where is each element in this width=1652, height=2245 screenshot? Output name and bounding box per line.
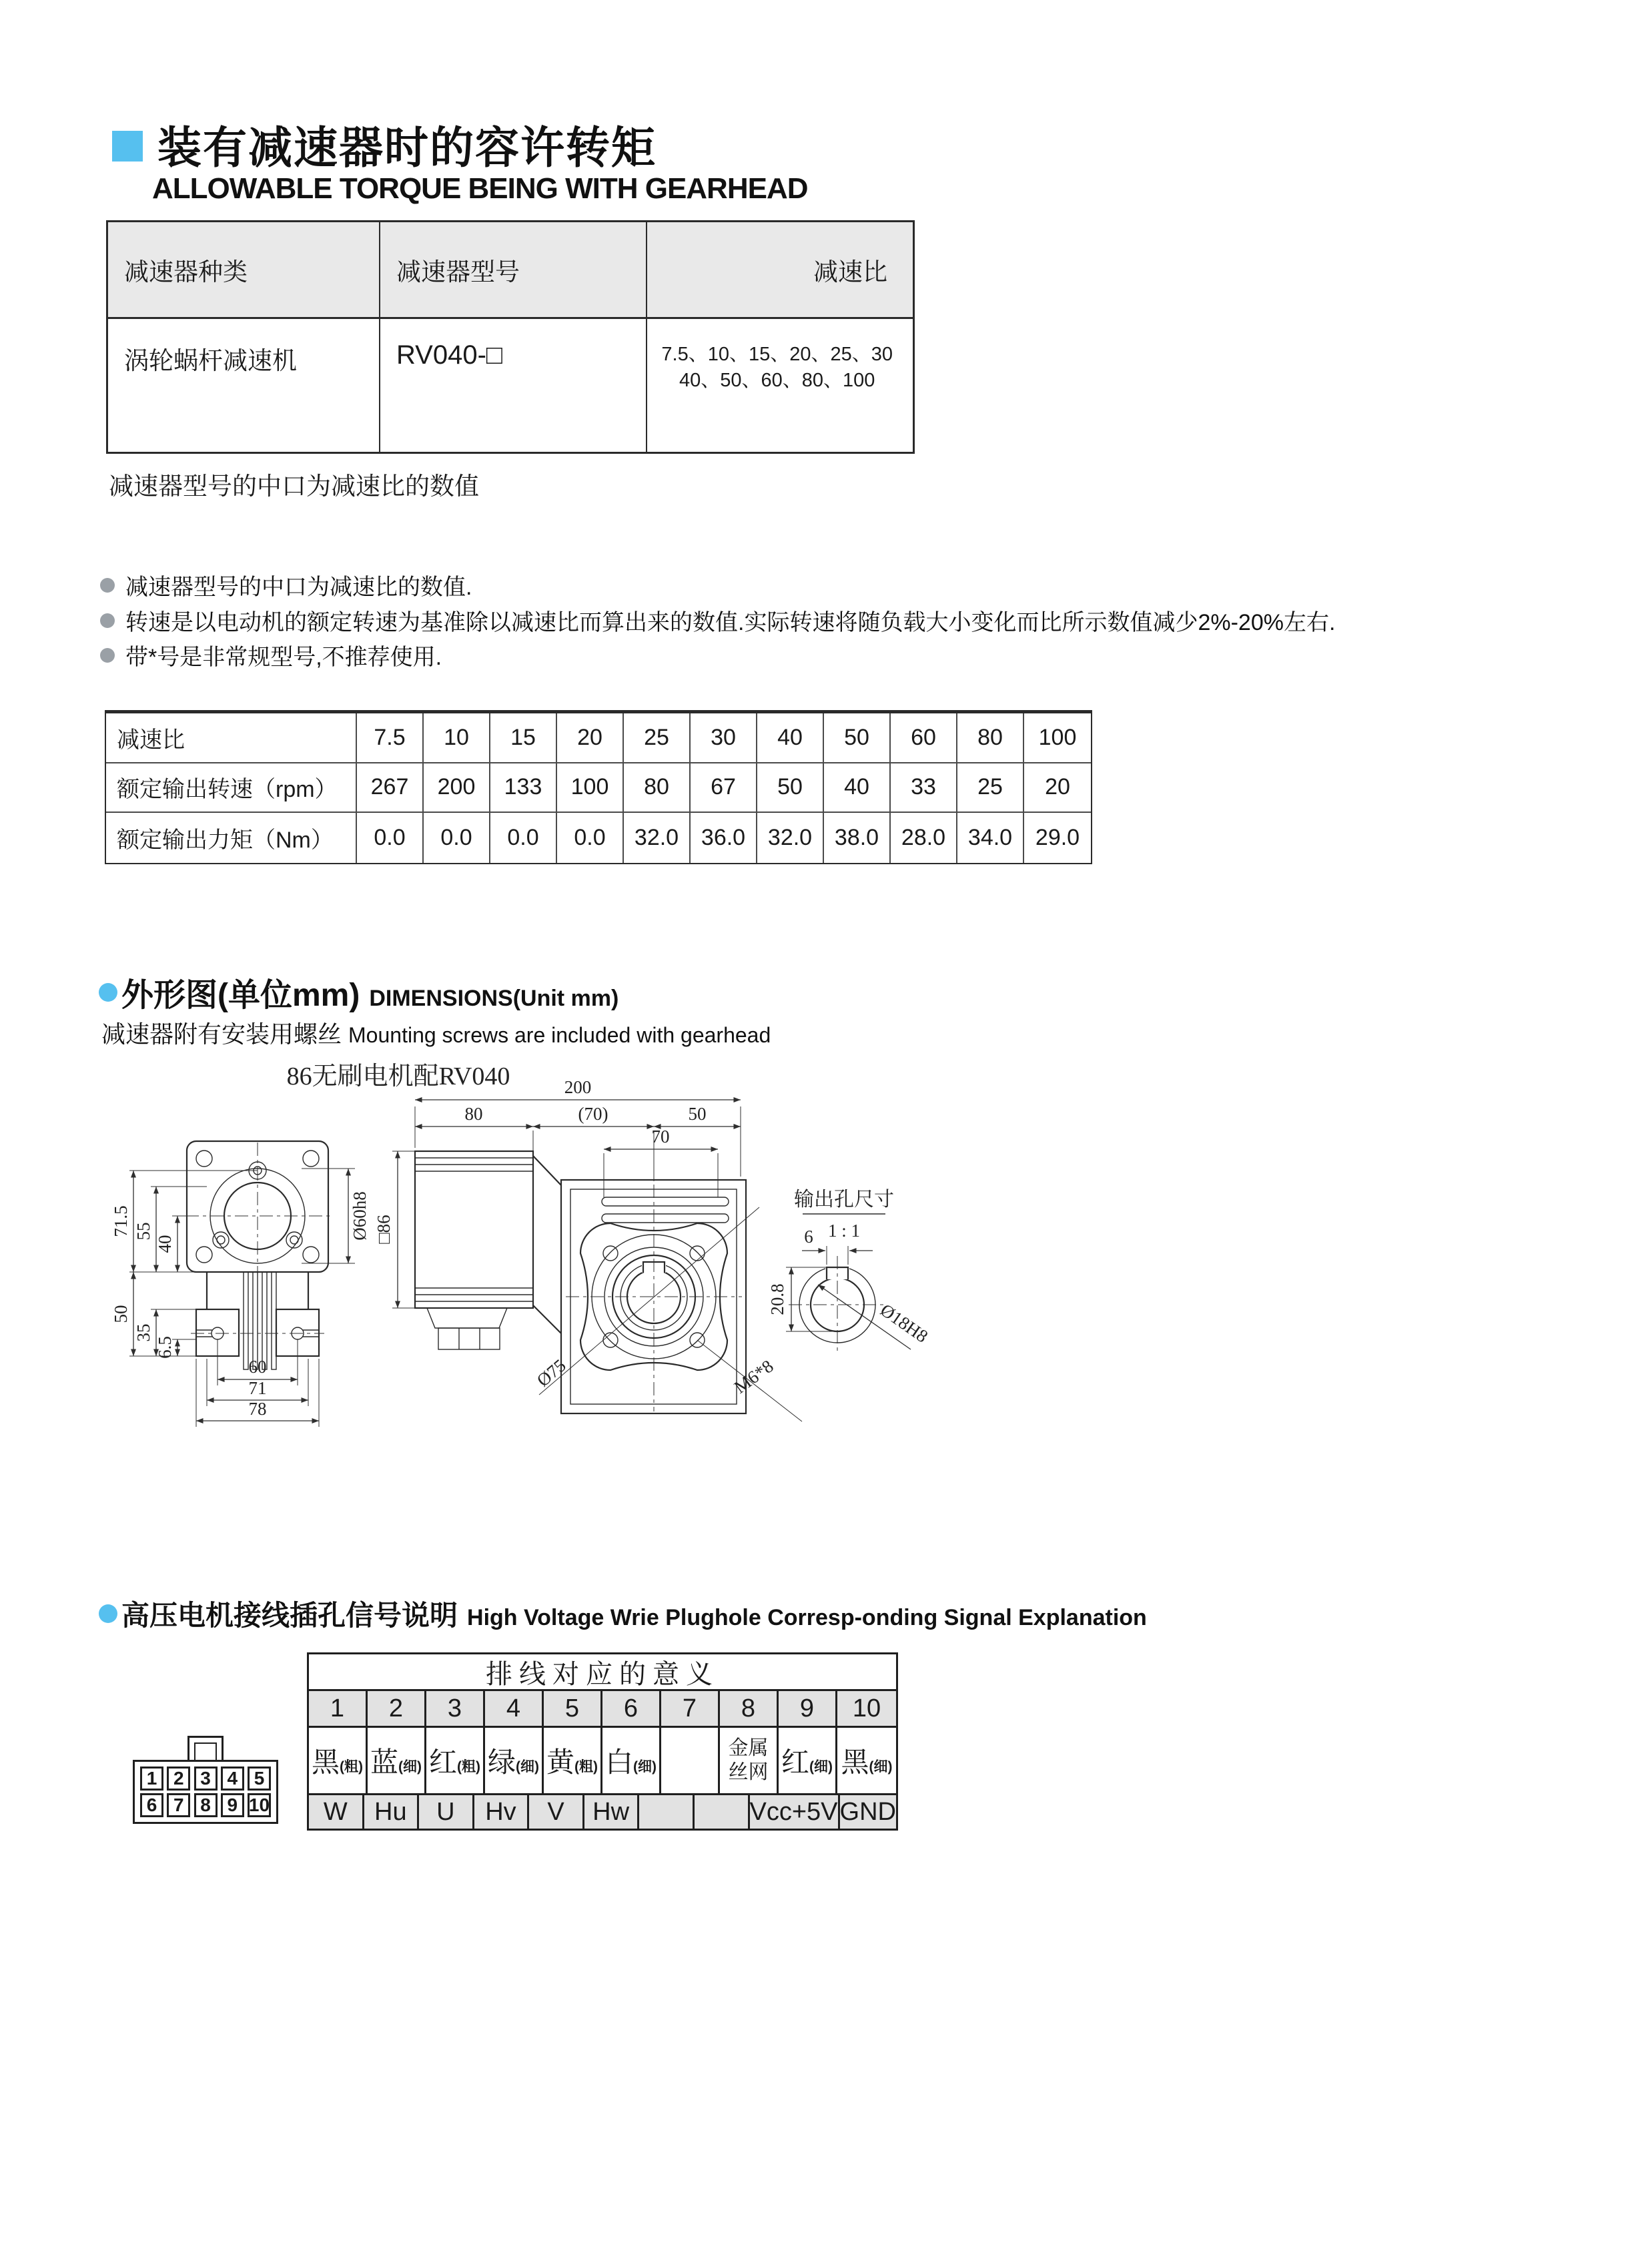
wire-color-name: 黄 (546, 1746, 574, 1778)
signal-table-title: 排线对应的意义 (309, 1654, 896, 1691)
drawing-title: 86无刷电机配RV040 (286, 1062, 510, 1090)
ratio-value: 25 (624, 713, 691, 762)
dimension-drawings (107, 1048, 1041, 1488)
ratio-value: 7.5 (357, 713, 424, 762)
dim-label-6-5: 6.5 (155, 1336, 175, 1359)
ratio-value: 80 (957, 713, 1024, 762)
torque-value: 0.0 (490, 813, 557, 863)
speed-value: 80 (624, 763, 691, 812)
signal-name: Vcc+5V (750, 1795, 840, 1829)
wire-gauge-tag: (细) (398, 1759, 422, 1775)
ratio-value: 40 (757, 713, 824, 762)
signal-name: Hv (474, 1795, 530, 1829)
torque-value: 34.0 (957, 813, 1024, 863)
connector-pin: 10 (248, 1793, 271, 1817)
wire-color (602, 1728, 661, 1795)
signal-name: V (529, 1795, 584, 1829)
gearhead-table (106, 220, 915, 454)
dim-label-78: 78 (248, 1399, 267, 1419)
mounting-note (101, 1016, 771, 1050)
speed-value: 100 (557, 763, 624, 812)
signal-name-empty (695, 1795, 750, 1829)
wire-color (485, 1728, 544, 1795)
speed-value: 267 (357, 763, 424, 812)
col-header-type: 减速器种类 (108, 222, 380, 317)
dim-label-86: □86 (374, 1215, 394, 1244)
page-title-english: ALLOWABLE TORQUE BEING WITH GEARHEAD (152, 172, 808, 205)
dim-label-20-8: 20.8 (767, 1283, 787, 1315)
dim-label-50-side: 50 (688, 1104, 707, 1124)
speed-row (106, 763, 1091, 814)
wire-color (837, 1728, 896, 1795)
speed-value: 25 (957, 763, 1024, 812)
torque-row-label: 额定输出力矩（Nm） (106, 813, 357, 863)
connector-pin: 6 (140, 1793, 163, 1817)
cell-gearhead-ratios (647, 319, 913, 452)
signal-table (307, 1652, 898, 1831)
wire-color-name: 蓝 (370, 1746, 398, 1778)
wire-color (368, 1728, 426, 1795)
connector-pin: 8 (194, 1793, 218, 1817)
ratio-value: 60 (891, 713, 957, 762)
title-accent-square (112, 131, 143, 162)
col-header-ratio: 减速比 (813, 258, 887, 286)
wire-color (309, 1728, 368, 1795)
col-header-model: 减速器型号 (380, 222, 647, 317)
signal-name: GND (840, 1795, 896, 1829)
dim-label-70: 70 (651, 1127, 670, 1147)
speed-value: 50 (757, 763, 824, 812)
speed-value: 20 (1045, 774, 1070, 800)
dim-label-55: 55 (133, 1222, 153, 1241)
signal-table-color-row (309, 1728, 896, 1795)
dimensions-heading-en: DIMENSIONS(Unit mm) (369, 986, 619, 1011)
pin-number: 3 (426, 1691, 485, 1728)
wire-color-name: 白 (604, 1746, 633, 1778)
torque-value: 0.0 (557, 813, 624, 863)
mounting-note-cn: 减速器附有安装用螺丝 (101, 1020, 342, 1048)
torque-value: 38.0 (824, 813, 891, 863)
connector-latch-inner (194, 1742, 217, 1762)
ratio-value: 15 (490, 713, 557, 762)
cell-gearhead-type: 涡轮蜗杆减速机 (108, 319, 380, 452)
pin-number: 4 (485, 1691, 544, 1728)
connector-pin: 1 (140, 1767, 163, 1791)
speed-value: 133 (490, 763, 557, 812)
pin-number: 5 (544, 1691, 602, 1728)
wire-color (720, 1728, 779, 1795)
pin-number: 7 (661, 1691, 720, 1728)
wire-color (779, 1728, 837, 1795)
shaft-detail-scale: 1 : 1 (827, 1221, 861, 1241)
wire-gauge-tag: (粗) (574, 1759, 598, 1775)
dim-label-18h8: Ø18H8 (876, 1299, 932, 1347)
speed-value: 200 (424, 763, 490, 812)
wire-color-name: 绿 (487, 1746, 516, 1778)
signal-name: U (419, 1795, 474, 1829)
pin-number: 9 (779, 1691, 837, 1728)
shaft-detail-drawing (767, 1189, 931, 1353)
note-line-1 (100, 569, 472, 601)
torque-value: 32.0 (624, 813, 691, 863)
dim-label-71-5: 71.5 (111, 1205, 131, 1237)
note-text: 带*号是非常规型号,不推荐使用. (125, 645, 442, 670)
ratio-row-label: 减速比 (106, 713, 357, 762)
section-bullet-icon (99, 1604, 117, 1623)
pin-number: 2 (368, 1691, 426, 1728)
dim-label-70-paren: (70) (578, 1104, 608, 1124)
bullet-icon (100, 578, 115, 593)
dim-label-40: 40 (155, 1235, 175, 1253)
gearhead-table-header (108, 222, 913, 319)
ratio-value: 50 (824, 713, 891, 762)
torque-value: 28.0 (891, 813, 957, 863)
torque-value: 32.0 (757, 813, 824, 863)
torque-value: 0.0 (357, 813, 424, 863)
ratio-table (105, 710, 1092, 864)
page-title: 装有减速器时的容许转矩 (157, 123, 657, 172)
dim-label-6: 6 (804, 1227, 813, 1247)
ratio-value: 30 (691, 713, 757, 762)
torque-value: 29.0 (1035, 825, 1080, 851)
note-line-3 (100, 639, 442, 671)
ratio-row (106, 713, 1091, 763)
note-text: 转速是以电动机的额定转速为基准除以减速比而算出来的数值.实际转速将随负载大小变化而比所示数值减少2%-20%左右. (125, 610, 1336, 635)
wire-color-name: 黑 (841, 1746, 869, 1778)
connector-row-1 (140, 1767, 271, 1791)
signal-table-signal-row (309, 1795, 896, 1829)
connector-pin: 9 (221, 1793, 244, 1817)
gearhead-table-row (108, 319, 913, 452)
dim-label-200: 200 (564, 1077, 592, 1097)
signal-heading (99, 1594, 1147, 1634)
wire-gauge-tag: (细) (869, 1759, 893, 1775)
section-bullet-icon (99, 983, 117, 1002)
connector-pin: 5 (248, 1767, 271, 1791)
dim-label-m6x8: M6*8 (730, 1355, 777, 1397)
note-line-2 (100, 604, 1335, 637)
wire-gauge-tag: (细) (516, 1759, 539, 1775)
pin-number: 1 (309, 1691, 368, 1728)
connector-diagram (133, 1760, 278, 1824)
dim-label-80: 80 (464, 1104, 483, 1124)
wire-gauge-tag: (细) (633, 1759, 657, 1775)
ratio-value: 100 (1038, 724, 1077, 750)
ratio-value: 10 (424, 713, 490, 762)
dim-label-71: 71 (248, 1378, 267, 1398)
signal-heading-cn: 高压电机接线插孔信号说明 (121, 1600, 458, 1631)
signal-name: Hw (584, 1795, 640, 1829)
wire-color-name: 金属 (728, 1737, 769, 1759)
signal-table-pin-row (309, 1691, 896, 1728)
connector-pin: 4 (221, 1767, 244, 1791)
wire-color-name: 丝网 (728, 1761, 769, 1783)
dim-label-35: 35 (133, 1323, 153, 1342)
wire-color-name: 黑 (311, 1746, 340, 1778)
wire-gauge-tag: (粗) (340, 1759, 363, 1775)
mounting-note-en: Mounting screws are included with gearhead (348, 1023, 771, 1047)
torque-value: 0.0 (424, 813, 490, 863)
dimensions-heading (99, 969, 618, 1015)
signal-heading-en: High Voltage Wrie Plughole Corresp-onding Signal Explanation (467, 1605, 1147, 1630)
gearhead-table-note: 减速器型号的中口为减速比的数值 (109, 472, 479, 500)
signal-name: W (309, 1795, 364, 1829)
signal-name-empty (639, 1795, 695, 1829)
dim-label-60: 60 (248, 1357, 267, 1377)
ratios-line-2: 40、50、60、80、100 (679, 370, 875, 391)
note-text: 减速器型号的中口为减速比的数值. (125, 575, 472, 600)
connector-row-2 (140, 1793, 271, 1817)
dimensions-heading-cn: 外形图(单位mm) (121, 978, 360, 1013)
wire-color-name: 红 (428, 1746, 457, 1778)
bullet-icon (100, 648, 115, 663)
speed-row-label: 额定输出转速（rpm） (106, 763, 357, 812)
dim-label-75: Ø75 (532, 1355, 570, 1391)
shaft-detail-title: 输出孔尺寸 (794, 1189, 894, 1211)
pin-number: 10 (837, 1691, 896, 1728)
connector-pin: 3 (194, 1767, 218, 1791)
speed-value: 67 (691, 763, 757, 812)
dim-label-50: 50 (111, 1305, 131, 1323)
signal-name: Hu (364, 1795, 420, 1829)
connector-pin: 7 (167, 1793, 190, 1817)
connector-pin: 2 (167, 1767, 190, 1791)
wire-color-empty (661, 1728, 720, 1795)
wire-color-name: 红 (781, 1746, 809, 1778)
front-view-drawing (111, 1141, 370, 1427)
dim-label-60h8: Ø60h8 (350, 1191, 370, 1241)
ratio-value: 20 (557, 713, 624, 762)
cell-gearhead-model: RV040-□ (380, 319, 647, 452)
speed-value: 33 (891, 763, 957, 812)
bullet-icon (100, 613, 115, 628)
wire-color (426, 1728, 485, 1795)
ratios-line-1: 7.5、10、15、20、25、30 (661, 344, 893, 365)
pin-number: 8 (720, 1691, 779, 1728)
speed-value: 40 (824, 763, 891, 812)
wire-gauge-tag: (细) (809, 1759, 833, 1775)
torque-row (106, 813, 1091, 863)
side-view-drawing (374, 1077, 802, 1421)
torque-value: 36.0 (691, 813, 757, 863)
wire-gauge-tag: (粗) (457, 1759, 480, 1775)
pin-number: 6 (602, 1691, 661, 1728)
wire-color (544, 1728, 602, 1795)
